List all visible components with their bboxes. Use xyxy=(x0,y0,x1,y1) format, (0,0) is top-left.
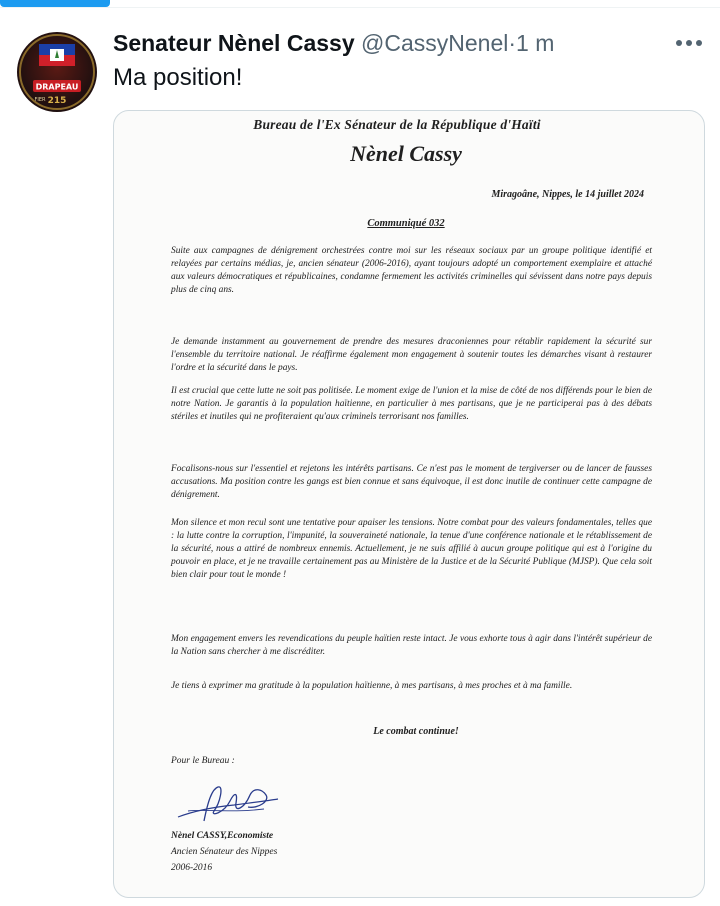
signatory-name: Nènel CASSY,Economiste xyxy=(171,831,274,841)
haiti-flag-avatar-icon xyxy=(17,32,97,112)
paragraph-6: Mon engagement envers les revendications du peuple haïtien reste intact. Je vous exhorte tous à agir dans l'intérêt supérieur de la Nation sans chercher à me discréditer. xyxy=(171,634,652,657)
communique-document xyxy=(116,113,696,893)
handwritten-signature-icon xyxy=(174,781,284,829)
avatar-text-left: FIER xyxy=(34,97,46,103)
paragraph-5: Mon silence et mon recul sont une tentative pour apaiser les tensions. Notre combat pour des valeurs fondamentales, telles que : la lutte contre la corruption, l'impunité, la souveraineté nationale, la tenue d'une conférence nationale et le rétablissement de la sécurité, nous a attiré de nombreux ennemis. Actuellement, je ne suis affilié à aucun groupe politique qui est à l'origine du pouvoir en place, et je ne travaille certainement pas au Ministère de la Justice et de la Sécurité Publique (MJSP). Que cela soit bien clair pour tout le monde ! xyxy=(171,518,652,580)
more-horizontal-icon[interactable] xyxy=(672,30,706,56)
author-name[interactable]: Senateur Nènel Cassy xyxy=(113,30,355,56)
meta-separator: · xyxy=(508,30,517,56)
paragraph-3: Il est crucial que cette lutte ne soit pas politisée. Le moment exige de l'union et la mise de côté de nos différends pour le bien de notre Nation. Je garantis à la population haïtienne, en particulier à mes partisans, que je ne participerai pas à des débats stériles et inutiles qui ne profiteraient qu'aux criminels terrorisant nos familles. xyxy=(171,386,652,422)
closing-line: Le combat continue! xyxy=(373,726,459,737)
letterhead: Bureau de l'Ex Sénateur de la République d'Haïti xyxy=(253,117,541,132)
signatory-years: 2006-2016 xyxy=(171,863,213,873)
communique-title: Communiqué 032 xyxy=(367,218,445,229)
paragraph-1: Suite aux campagnes de dénigrement orchestrées contre moi sur les réseaux sociaux par un groupe politique identifié et relayées par certains médias, je, ancien sénateur (2006-2016), ayant toujours adopté un comportement exemplaire et attaché aux valeurs démocratiques et républicaines, condamne fermement les activités criminelles qui sévissent dans notre pays depuis plus de cinq ans. xyxy=(171,246,652,295)
top-tab-indicator xyxy=(0,0,720,8)
dateline: Miragoâne, Nippes, le 14 juillet 2024 xyxy=(491,189,644,200)
paragraph-2: Je demande instamment au gouvernement de prendre des mesures draconiennes pour rétablir rapidement la sécurité sur l'ensemble du territoire national. Je réaffirme également mon engagement à soutenir toutes les démarches visant à restaurer l'ordre et la sécurité dans le pays. xyxy=(171,337,652,373)
avatar-text-main: DRAPEAU xyxy=(35,82,79,92)
top-divider xyxy=(0,7,720,8)
paragraph-4: Focalisons-nous sur l'essentiel et rejetons les intérêts partisans. Ce n'est pas le moment de tergiverser ou de lancer de fausses accusations. Ma position contre les gangs est bien connue et sans équivoque, il est donc inutile de continuer cette campagne de dénigrement. xyxy=(171,464,652,500)
avatar-text-number: 215 xyxy=(47,96,67,106)
tweet-timestamp[interactable]: 1 m xyxy=(516,30,555,56)
active-tab-underline xyxy=(0,0,110,7)
tweet-header xyxy=(113,28,554,58)
signature-title: Nènel Cassy xyxy=(350,141,462,166)
paragraph-7: Je tiens à exprimer ma gratitude à la population haïtienne, à mes partisans, à mes proches et à ma famille. xyxy=(171,681,573,691)
bureau-label: Pour le Bureau : xyxy=(171,756,235,766)
tweet-text: Ma position! xyxy=(113,64,243,91)
avatar[interactable] xyxy=(17,32,97,112)
signatory-role: Ancien Sénateur des Nippes xyxy=(171,847,278,857)
author-handle[interactable]: @CassyNenel xyxy=(361,30,509,56)
tweet-media-image[interactable] xyxy=(113,110,705,898)
